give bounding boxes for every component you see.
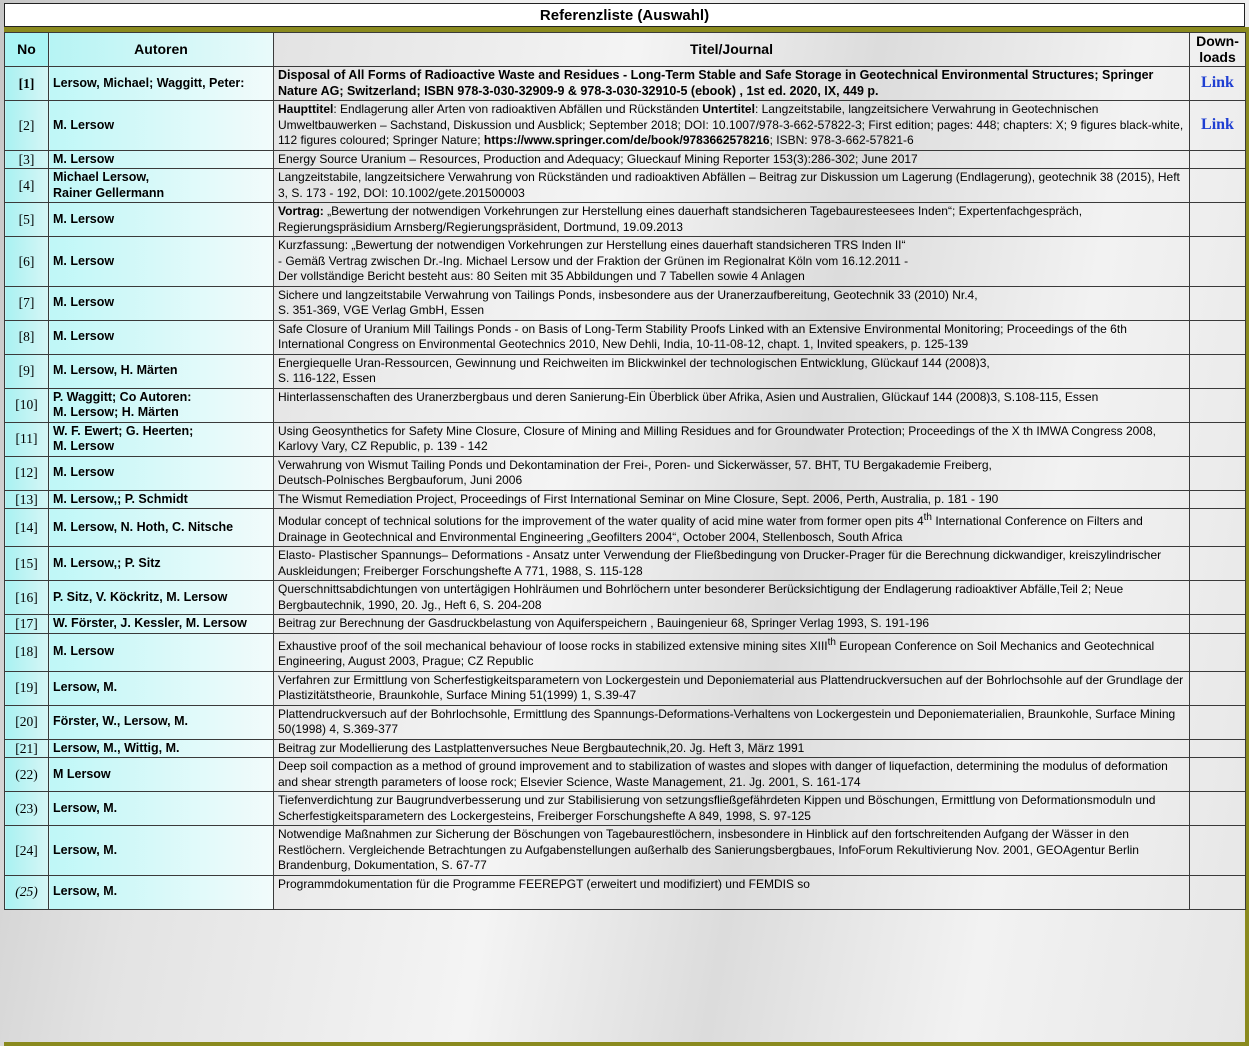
- row-title: Vortrag: „Bewertung der notwendigen Vorkehrungen zur Herstellung eines dauerhaft standsicheren Tagebauresteesees Inden“; Expertenfachgespräch, Regierungspräsidium Arnsberg/Regierungspräsident, Dortmund, 19.09.2013: [274, 203, 1190, 237]
- row-number: [12]: [5, 456, 49, 490]
- row-number: [6]: [5, 237, 49, 287]
- table-row: [5, 388, 1246, 422]
- row-authors: M. Lersow: [49, 237, 274, 287]
- row-title: Using Geosynthetics for Safety Mine Closure, Closure of Mining and Milling Residues and for Groundwater Protection; Proceedings of the X th IMWA Congress 2008, Karlovy Vary, CZ Republic, p. 139 - 142: [274, 422, 1190, 456]
- row-authors: W. Förster, J. Kessler, M. Lersow: [49, 615, 274, 634]
- row-authors: P. Sitz, V. Köckritz, M. Lersow: [49, 581, 274, 615]
- header-row: [5, 33, 1246, 67]
- row-download: [1190, 615, 1246, 634]
- row-authors: Michael Lersow, Rainer Gellermann: [49, 169, 274, 203]
- row-title: Deep soil compaction as a method of ground improvement and to stabilization of wastes and slopes with danger of liquefaction, determining the modulus of deformation and shear strength parameters of loose rock; Elsevier Science, Waste Management, 21. Jg. 2001, S. 161-174: [274, 758, 1190, 792]
- table-row: [5, 101, 1246, 151]
- row-download: [1190, 547, 1246, 581]
- row-download: [1190, 237, 1246, 287]
- row-number: [4]: [5, 169, 49, 203]
- row-number: [20]: [5, 705, 49, 739]
- table-row: [5, 581, 1246, 615]
- row-download: [1190, 320, 1246, 354]
- table-row: [5, 671, 1246, 705]
- header-downloads: [1190, 33, 1246, 67]
- table-row: [5, 286, 1246, 320]
- row-title: Plattendruckversuch auf der Bohrlochsohle, Ermittlung des Spannungs-Deformations-Verhaltens von Lockergestein und Deponiematerialien, Braunkohle, Surface Mining 50(1998) 4, S.369-377: [274, 705, 1190, 739]
- table-row: [5, 203, 1246, 237]
- row-authors: Lersow, M.: [49, 792, 274, 826]
- row-authors: M. Lersow,; P. Sitz: [49, 547, 274, 581]
- row-authors: Lersow, Michael; Waggitt, Peter:: [49, 67, 274, 101]
- table-row: [5, 633, 1246, 671]
- row-download: [1190, 286, 1246, 320]
- row-number: (25): [5, 875, 49, 909]
- header-downloads-label: Down- loads: [1196, 33, 1239, 65]
- row-title: Safe Closure of Uranium Mill Tailings Ponds - on Basis of Long-Term Stability Proofs Linked with an Extensive Environmental Monitoring; Proceedings of the 6th International Congress on Environmental Geotechnics 2010, New Dehli, India, 10-11-08-12, chapt. 1, Invited speakers, p. 125-139: [274, 320, 1190, 354]
- row-download: [1190, 67, 1246, 101]
- row-title: Sichere und langzeitstabile Verwahrung von Tailings Ponds, insbesondere aus der Uranerzaufbereitung, Geotechnik 33 (2010) Nr.4, S. 351-369, VGE Verlag GmbH, Essen: [274, 286, 1190, 320]
- row-authors: M. Lersow: [49, 101, 274, 151]
- row-number: [18]: [5, 633, 49, 671]
- row-download: [1190, 705, 1246, 739]
- row-download: [1190, 203, 1246, 237]
- row-title: Langzeitstabile, langzeitsichere Verwahrung von Rückständen und radioaktiven Abfällen – Beitrag zur Diskussion um Lagerung (Endlagerung), geotechnik 38 (2015), Heft 3, S. 173 - 192, DOI: 10.1002/gete.201500003: [274, 169, 1190, 203]
- table-row: [5, 422, 1246, 456]
- row-download: [1190, 758, 1246, 792]
- row-authors: M Lersow: [49, 758, 274, 792]
- row-authors: M. Lersow, H. Märten: [49, 354, 274, 388]
- row-number: [16]: [5, 581, 49, 615]
- row-download: [1190, 671, 1246, 705]
- table-row: [5, 739, 1246, 758]
- header-authors: Autoren: [49, 33, 274, 67]
- table-row: [5, 792, 1246, 826]
- row-number: [5]: [5, 203, 49, 237]
- row-download: [1190, 826, 1246, 876]
- row-authors: Lersow, M., Wittig, M.: [49, 739, 274, 758]
- row-title: The Wismut Remediation Project, Proceedings of First International Seminar on Mine Closure, Sept. 2006, Perth, Australia, p. 181 - 190: [274, 490, 1190, 509]
- row-authors: M. Lersow, N. Hoth, C. Nitsche: [49, 509, 274, 547]
- row-title: Programmdokumentation für die Programme FEEREPGT (erweitert und modifiziert) und FEMDIS so: [274, 875, 1190, 909]
- row-title: Energy Source Uranium – Resources, Production and Adequacy; Glueckauf Mining Reporter 153(3):286-302; June 2017: [274, 150, 1190, 169]
- table-row: [5, 237, 1246, 287]
- row-number: [17]: [5, 615, 49, 634]
- table-row: [5, 509, 1246, 547]
- row-download: [1190, 169, 1246, 203]
- row-number: [15]: [5, 547, 49, 581]
- row-number: [9]: [5, 354, 49, 388]
- row-download: [1190, 422, 1246, 456]
- row-title: Beitrag zur Berechnung der Gasdruckbelastung von Aquiferspeichern , Bauingenieur 68, Springer Verlag 1993, S. 191-196: [274, 615, 1190, 634]
- row-title: Haupttitel: Endlagerung aller Arten von radioaktiven Abfällen und Rückständen Untertitel: Langzeitstabile, langzeitsichere Verwahrung in Geotechnischen Umweltbauwerken – Sachstand, Diskussion und Ausblick; September 2018; DOI: 10.1007/978-3-662-57822-3; First edition; pages: 448; chapters: X; 9 figures black-white, 112 figures coloured; Springer Nature; https://www.springer.com/de/book/9783662578216; ISBN: 978-3-662-57821-6: [274, 101, 1190, 151]
- row-title: Notwendige Maßnahmen zur Sicherung der Böschungen von Tagebaurestlöchern, insbesondere in Hinblick auf den fortschreitenden Aufgang der Wässer in den Restlöchern. Vergleichende Betrachtungen zu Aufgabenstellungen außerhalb des Sanierungsbergbaues, InfoForum Rekultivierung Nov. 2001, GEOAgentur Berlin Brandenburg, Dokumentation, S. 67-77: [274, 826, 1190, 876]
- row-number: [21]: [5, 739, 49, 758]
- row-authors: M. Lersow: [49, 286, 274, 320]
- row-authors: Lersow, M.: [49, 875, 274, 909]
- row-number: [19]: [5, 671, 49, 705]
- row-title: Hinterlassenschaften des Uranerzbergbaus und deren Sanierung-Ein Überblick über Afrika, Asien und Australien, Glückauf 144 (2008)3, S.108-115, Essen: [274, 388, 1190, 422]
- row-title: Energiequelle Uran-Ressourcen, Gewinnung und Reichweiten im Blickwinkel der technologischen Entwicklung, Glückauf 144 (2008)3, S. 116-122, Essen: [274, 354, 1190, 388]
- row-title: Exhaustive proof of the soil mechanical behaviour of loose rocks in stabilized extensive mining sites XIIIth European Conference on Soil Mechanics and Geotechnical Engineering, August 2003, Prague; CZ Republic: [274, 633, 1190, 671]
- table-row: [5, 456, 1246, 490]
- table-row: [5, 354, 1246, 388]
- row-authors: Förster, W., Lersow, M.: [49, 705, 274, 739]
- row-title: Querschnittsabdichtungen von untertägigen Hohlräumen und Bohrlöchern unter besonderer Berücksichtigung der Endlagerung radioaktiver Abfälle,Teil 2; Neue Bergbautechnik, 1990, 20. Jg., Heft 6, S. 204-208: [274, 581, 1190, 615]
- row-title: Elasto- Plastischer Spannungs– Deformations - Ansatz unter Verwendung der Fließbedingung von Drucker-Prager für die Berechnung dickwandiger, kreiszylindrischer Auskleidungen; Freiberger Forschungshefte A 771, 1988, S. 115-128: [274, 547, 1190, 581]
- table-row: [5, 169, 1246, 203]
- row-download: [1190, 581, 1246, 615]
- table-row: [5, 490, 1246, 509]
- row-number: [11]: [5, 422, 49, 456]
- row-number: [13]: [5, 490, 49, 509]
- row-number: (22): [5, 758, 49, 792]
- row-title: Beitrag zur Modellierung des Lastplattenversuches Neue Bergbautechnik,20. Jg. Heft 3, März 1991: [274, 739, 1190, 758]
- table-row: [5, 826, 1246, 876]
- row-number: [3]: [5, 150, 49, 169]
- row-authors: Lersow, M.: [49, 826, 274, 876]
- row-download: [1190, 792, 1246, 826]
- row-number: [7]: [5, 286, 49, 320]
- table-row: [5, 150, 1246, 169]
- row-download: [1190, 739, 1246, 758]
- row-authors: M. Lersow,; P. Schmidt: [49, 490, 274, 509]
- table-row: [5, 758, 1246, 792]
- table-row: [5, 320, 1246, 354]
- row-download: [1190, 150, 1246, 169]
- header-no: No: [5, 33, 49, 67]
- row-download: [1190, 456, 1246, 490]
- row-number: [10]: [5, 388, 49, 422]
- row-authors: M. Lersow: [49, 456, 274, 490]
- download-link[interactable]: Link: [1201, 74, 1234, 92]
- row-authors: P. Waggitt; Co Autoren: M. Lersow; H. Märten: [49, 388, 274, 422]
- row-download: [1190, 490, 1246, 509]
- page-title: Referenzliste (Auswahl): [4, 3, 1245, 27]
- row-title: Verfahren zur Ermittlung von Scherfestigkeitsparametern von Lockergestein und Deponiematerial aus Plattendruckversuchen auf der Bohrlochsohle auf der Grundlage der Plastizitätstheorie, Braunkohle, Surface Mining 51(1999) 1, S.39-47: [274, 671, 1190, 705]
- row-number: [8]: [5, 320, 49, 354]
- row-authors: M. Lersow: [49, 320, 274, 354]
- row-download: [1190, 509, 1246, 547]
- row-authors: M. Lersow: [49, 633, 274, 671]
- download-link[interactable]: Link: [1201, 116, 1234, 133]
- row-download: [1190, 354, 1246, 388]
- table-row: [5, 615, 1246, 634]
- row-title: Kurzfassung: „Bewertung der notwendigen Vorkehrungen zur Herstellung eines dauerhaft standsicheren TRS Inden II“ - Gemäß Vertrag zwischen Dr.-Ing. Michael Lersow und der Fraktion der Grünen im Regionalrat Köln vom 16.12.2011 - Der vollständige Bericht besteht aus: 80 Seiten mit 35 Abbildungen und 7 Tabellen sowie 4 Anlagen: [274, 237, 1190, 287]
- row-download: [1190, 875, 1246, 909]
- row-download: [1190, 388, 1246, 422]
- row-number: [14]: [5, 509, 49, 547]
- row-number: [2]: [5, 101, 49, 151]
- row-number: [1]: [5, 67, 49, 101]
- row-number: [24]: [5, 826, 49, 876]
- row-authors: Lersow, M.: [49, 671, 274, 705]
- table-row: [5, 705, 1246, 739]
- row-authors: M. Lersow: [49, 203, 274, 237]
- row-number: (23): [5, 792, 49, 826]
- row-title: Disposal of All Forms of Radioactive Waste and Residues - Long-Term Stable and Safe Storage in Geotechnical Environmental Structures; Springer Nature AG; Switzerland; ISBN 978-3-030-32909-9 & 978-3-030-32910-5 (ebook) , 1st ed. 2020, IX, 449 p.: [274, 67, 1190, 101]
- row-authors: M. Lersow: [49, 150, 274, 169]
- reference-table: [4, 32, 1246, 910]
- table-row: [5, 547, 1246, 581]
- table-row: [5, 875, 1246, 909]
- row-title: Verwahrung von Wismut Tailing Ponds und Dekontamination der Frei-, Poren- und Sickerwässer, 57. BHT, TU Bergakademie Freiberg, Deutsch-Polnisches Bergbauforum, Juni 2006: [274, 456, 1190, 490]
- row-authors: W. F. Ewert; G. Heerten; M. Lersow: [49, 422, 274, 456]
- row-download: [1190, 633, 1246, 671]
- row-download: [1190, 101, 1246, 151]
- row-title: Modular concept of technical solutions for the improvement of the water quality of acid mine water from former open pits 4th International Conference on Filters and Drainage in Geotechnical and Environmental Engineering „Geofilters 2004“, October 2004, Stellenbosch, South Africa: [274, 509, 1190, 547]
- table-row: [5, 67, 1246, 101]
- header-title: Titel/Journal: [274, 33, 1190, 67]
- olive-border-bottom: [4, 1042, 1249, 1046]
- row-title: Tiefenverdichtung zur Baugrundverbesserung und zur Stabilisierung von setzungsfließgefährdeten Kippen und Böschungen, Ermittlung von Deformationsmoduln und Scherfestigkeitsparametern des Lockergesteins, Freiberger Forschungshefte A 849, 1998, S. 97-125: [274, 792, 1190, 826]
